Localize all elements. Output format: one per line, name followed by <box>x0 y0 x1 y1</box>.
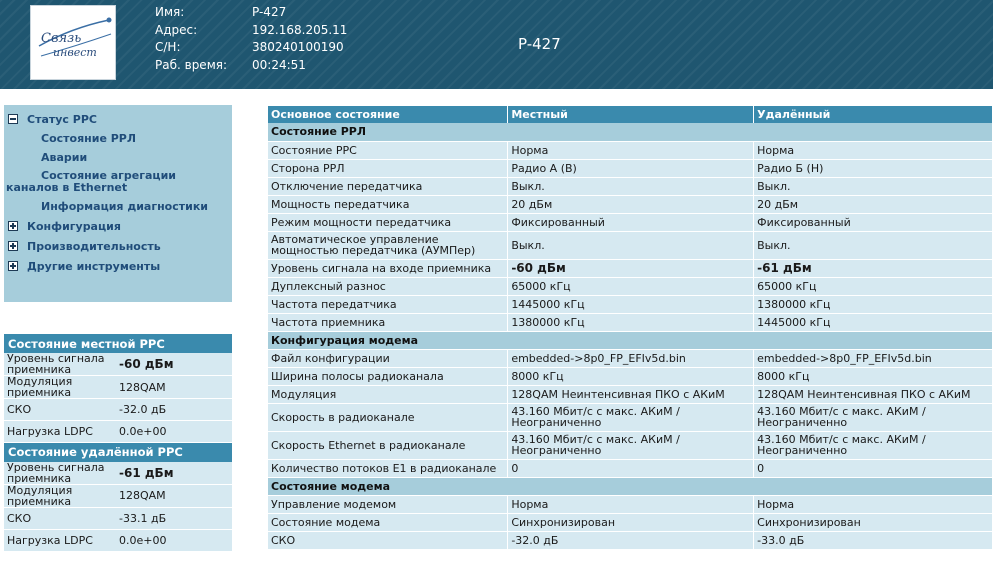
cell-remote: Норма <box>754 141 993 159</box>
expand-icon[interactable] <box>8 261 18 271</box>
address-value: 192.168.205.11 <box>252 22 348 37</box>
table-row <box>4 376 232 399</box>
table-row <box>268 513 993 531</box>
cell-label: Управление модемом <box>268 495 508 513</box>
cell-label: Количество потоков E1 в радиоканале <box>268 459 508 477</box>
nav-aggregation[interactable] <box>4 167 232 197</box>
cell-local: Норма <box>508 495 754 513</box>
table-row <box>268 159 993 177</box>
summary-value: -61 дБм <box>116 462 232 485</box>
cell-remote: 1445000 кГц <box>754 313 993 331</box>
table-row <box>268 313 993 331</box>
local-summary-title: Состояние местной РРС <box>4 334 232 353</box>
table-row <box>268 367 993 385</box>
cell-local: Фиксированный <box>508 213 754 231</box>
table-row <box>4 399 232 421</box>
summary-value: 128QAM <box>116 376 232 399</box>
cell-remote: embedded->8p0_FP_EFIv5d.bin <box>754 349 993 367</box>
section-rrl: Состояние РРЛ <box>268 123 993 141</box>
cell-remote: Синхронизирован <box>754 513 993 531</box>
summary-value: 128QAM <box>116 484 232 507</box>
table-row <box>268 385 993 403</box>
col-header-local: Местный <box>508 106 754 123</box>
table-row <box>268 431 993 459</box>
col-header-main: Основное состояние <box>268 106 508 123</box>
cell-label: Модуляция <box>268 385 508 403</box>
name-value: P-427 <box>252 5 287 19</box>
table-row <box>4 484 232 507</box>
nav-status-label: Статус РРС <box>27 112 97 126</box>
summary-value: 0.0e+00 <box>116 421 232 443</box>
table-row <box>268 259 993 277</box>
cell-local: 20 дБм <box>508 195 754 213</box>
cell-remote: Фиксированный <box>754 213 993 231</box>
summary-value: -32.0 дБ <box>116 399 232 421</box>
cell-remote: -61 дБм <box>754 259 993 277</box>
cell-label: Автоматическое управление мощностью передатчика (АУМПер) <box>268 231 508 259</box>
nav-aggregation-line1: Состояние агрегации <box>41 169 176 182</box>
cell-label: Дуплексный разнос <box>268 277 508 295</box>
cell-remote: Выкл. <box>754 177 993 195</box>
nav-alarms[interactable]: Аварии <box>41 151 88 164</box>
summary-label: Модуляция приемника <box>4 484 116 507</box>
section-modem-state: Состояние модема <box>268 477 993 495</box>
summary-label: Уровень сигнала приемника <box>4 462 116 485</box>
cell-local: 8000 кГц <box>508 367 754 385</box>
cell-local: 43.160 Мбит/с с макс. АКиМ / Неограниченно <box>508 431 754 459</box>
nav-diagnostics[interactable]: Информация диагностики <box>41 200 209 213</box>
cell-local: -32.0 дБ <box>508 531 754 549</box>
nav-menu <box>4 105 232 302</box>
cell-label: Частота передатчика <box>268 295 508 313</box>
cell-local: embedded->8p0_FP_EFIv5d.bin <box>508 349 754 367</box>
cell-local: 128QAM Неинтенсивная ПКО с АКиМ <box>508 385 754 403</box>
cell-remote: 8000 кГц <box>754 367 993 385</box>
table-row <box>4 529 232 551</box>
cell-label: Отключение передатчика <box>268 177 508 195</box>
table-row <box>268 195 993 213</box>
table-row <box>268 141 993 159</box>
table-row <box>4 421 232 443</box>
name-label: Имя: <box>155 5 185 19</box>
cell-label: Состояние РРС <box>268 141 508 159</box>
table-row <box>4 353 232 376</box>
col-header-remote: Удалённый <box>754 106 993 123</box>
table-row <box>268 177 993 195</box>
cell-label: Скорость в радиоканале <box>268 403 508 431</box>
serial-value: 380240100190 <box>252 40 344 54</box>
cell-label: Сторона РРЛ <box>268 159 508 177</box>
nav-rrl-state[interactable]: Состояние РРЛ <box>41 132 137 145</box>
cell-remote: Норма <box>754 495 993 513</box>
uptime-label: Раб. время: <box>155 57 228 72</box>
nav-performance-label: Производительность <box>27 239 161 253</box>
nav-tools[interactable] <box>4 256 232 276</box>
cell-local: Выкл. <box>508 177 754 195</box>
cell-local: 0 <box>508 459 754 477</box>
device-title: P-427 <box>518 35 561 53</box>
cell-local: Выкл. <box>508 231 754 259</box>
table-row <box>4 462 232 485</box>
cell-local: Синхронизирован <box>508 513 754 531</box>
table-row <box>268 531 993 549</box>
table-row <box>268 277 993 295</box>
summary-label: Нагрузка LDPC <box>4 421 116 443</box>
summary-label: СКО <box>4 507 116 529</box>
cell-label: Уровень сигнала на входе приемника <box>268 259 508 277</box>
summary-table <box>4 334 232 552</box>
cell-remote: 0 <box>754 459 993 477</box>
nav-configuration-label: Конфигурация <box>27 219 121 233</box>
expand-icon[interactable] <box>8 241 18 251</box>
table-row <box>268 459 993 477</box>
summary-value: -33.1 дБ <box>116 507 232 529</box>
cell-local: 65000 кГц <box>508 277 754 295</box>
summary-label: Модуляция приемника <box>4 376 116 399</box>
nav-configuration[interactable] <box>4 216 232 236</box>
table-row <box>268 403 993 431</box>
cell-local: 43.160 Мбит/с с макс. АКиМ / Неограниченно <box>508 403 754 431</box>
cell-label: Ширина полосы радиоканала <box>268 367 508 385</box>
cell-local: Радио А (В) <box>508 159 754 177</box>
cell-label: Файл конфигурации <box>268 349 508 367</box>
company-logo <box>30 5 116 80</box>
cell-remote: 65000 кГц <box>754 277 993 295</box>
summary-value: -60 дБм <box>116 353 232 376</box>
cell-remote: 20 дБм <box>754 195 993 213</box>
summary-label: Нагрузка LDPC <box>4 529 116 551</box>
uptime-value: 00:24:51 <box>252 57 306 72</box>
status-table <box>268 106 993 550</box>
cell-label: Скорость Ethernet в радиоканале <box>268 431 508 459</box>
nav-aggregation-line2: каналов в Ethernet <box>6 181 128 194</box>
cell-remote: 128QAM Неинтенсивная ПКО с АКиМ <box>754 385 993 403</box>
svg-text:Связь: Связь <box>41 31 82 46</box>
section-modem-config: Конфигурация модема <box>268 331 993 349</box>
cell-remote: 43.160 Мбит/с с макс. АКиМ / Неограниченно <box>754 431 993 459</box>
collapse-icon[interactable] <box>8 114 18 124</box>
svg-text:инвест: инвест <box>53 46 97 59</box>
table-row <box>268 231 993 259</box>
cell-remote: Радио Б (Н) <box>754 159 993 177</box>
cell-remote: 1380000 кГц <box>754 295 993 313</box>
summary-value: 0.0e+00 <box>116 529 232 551</box>
table-row <box>268 495 993 513</box>
serial-label: С/Н: <box>155 40 181 54</box>
table-row <box>4 507 232 529</box>
header-divider <box>0 89 993 101</box>
cell-label: СКО <box>268 531 508 549</box>
table-row <box>268 295 993 313</box>
cell-remote: Выкл. <box>754 231 993 259</box>
cell-remote: 43.160 Мбит/с с макс. АКиМ / Неограниченно <box>754 403 993 431</box>
cell-remote: -33.0 дБ <box>754 531 993 549</box>
cell-label: Режим мощности передатчика <box>268 213 508 231</box>
summary-label: СКО <box>4 399 116 421</box>
table-row <box>268 213 993 231</box>
expand-icon[interactable] <box>8 221 18 231</box>
cell-label: Мощность передатчика <box>268 195 508 213</box>
nav-status[interactable] <box>4 109 232 129</box>
cell-label: Состояние модема <box>268 513 508 531</box>
cell-local: -60 дБм <box>508 259 754 277</box>
nav-performance[interactable] <box>4 236 232 256</box>
cell-local: 1380000 кГц <box>508 313 754 331</box>
cell-local: 1445000 кГц <box>508 295 754 313</box>
table-row <box>268 349 993 367</box>
summary-label: Уровень сигнала приемника <box>4 353 116 376</box>
cell-label: Частота приемника <box>268 313 508 331</box>
address-label: Адрес: <box>155 22 198 37</box>
header-bar <box>0 0 993 89</box>
cell-local: Норма <box>508 141 754 159</box>
nav-tools-label: Другие инструменты <box>27 259 161 273</box>
remote-summary-title: Состояние удалённой РРС <box>4 443 232 462</box>
